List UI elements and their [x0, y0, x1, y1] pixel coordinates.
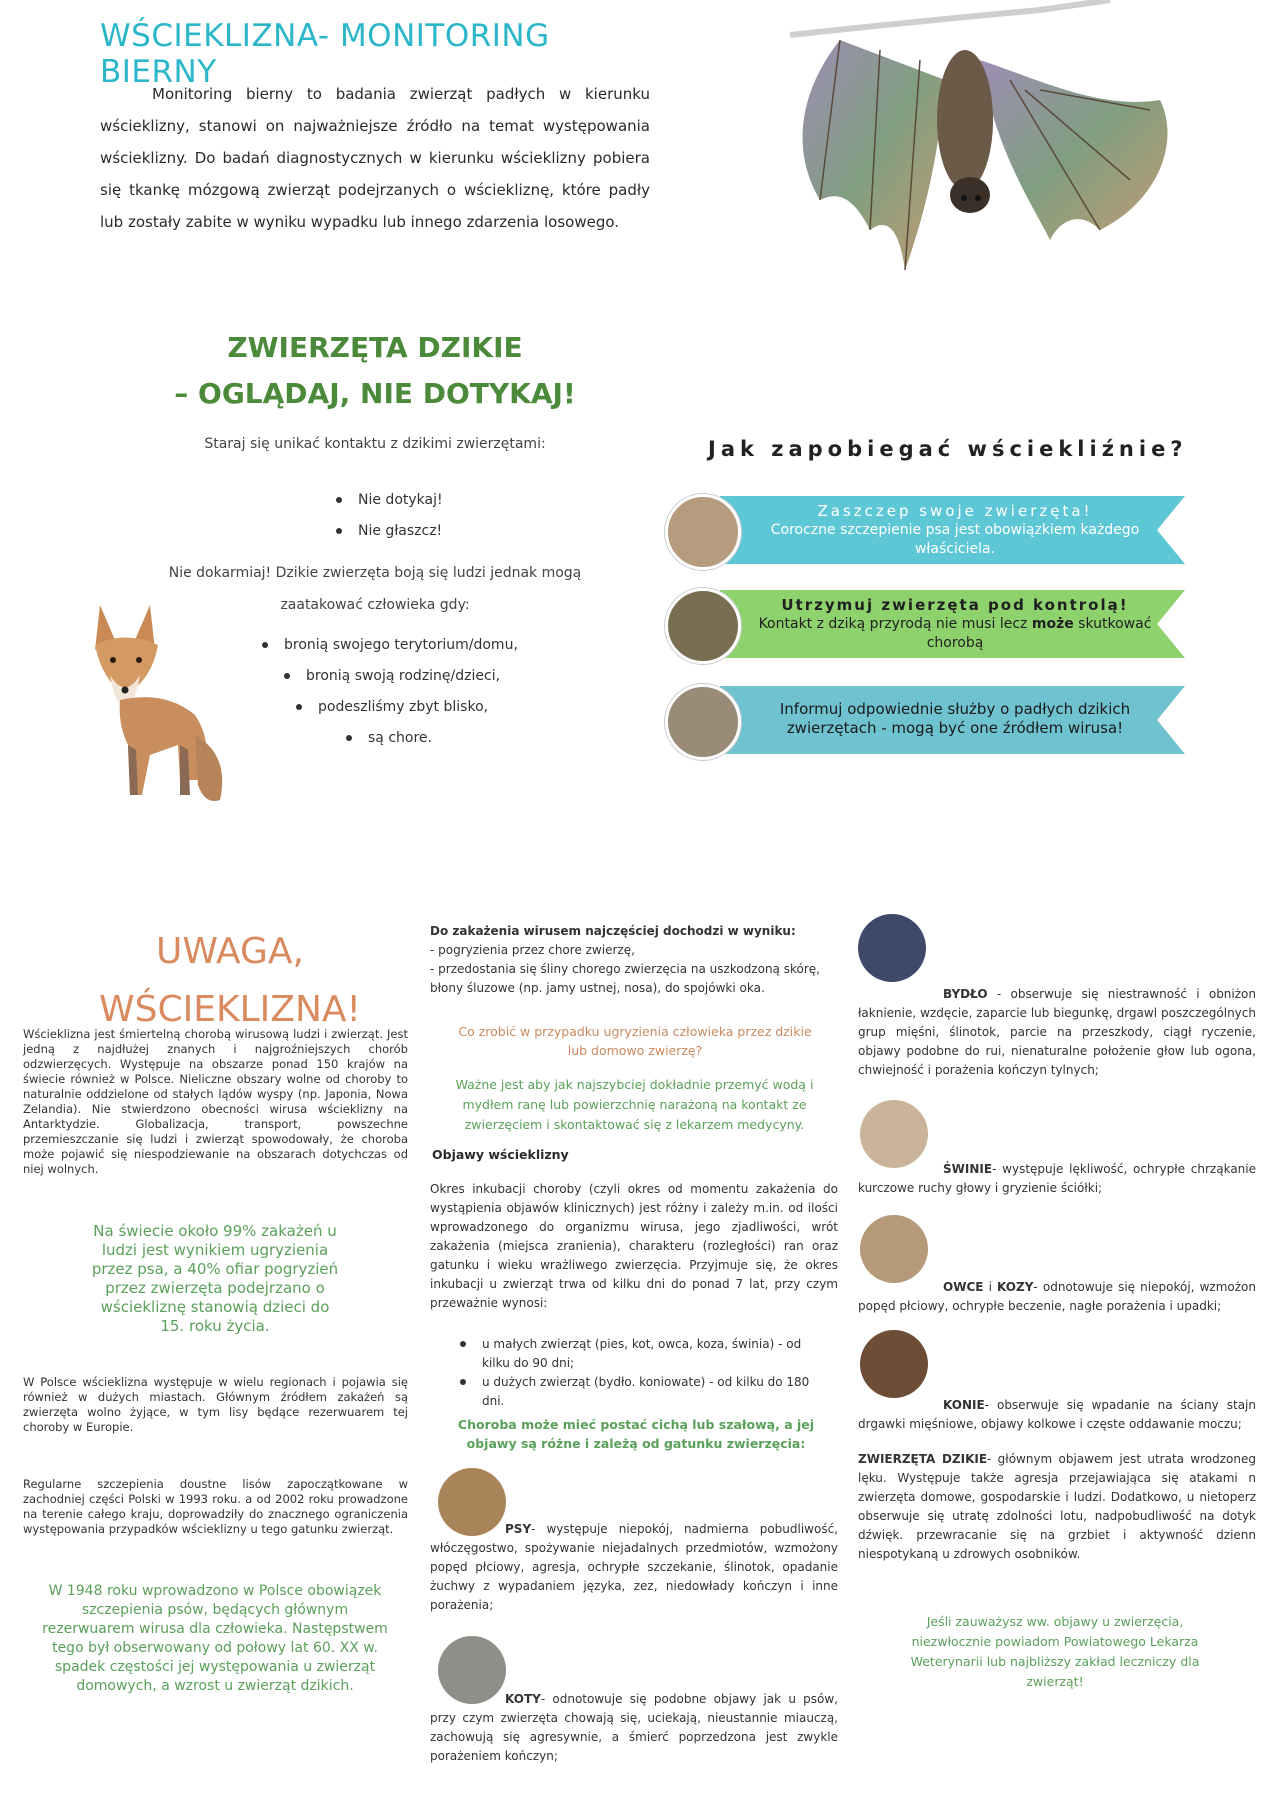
sheep-photo [860, 1215, 928, 1283]
sheep-goat-symptoms: OWCE i KOZY- odnotowuje się niepokój, wzmożon popęd płciowy, ochrypłe beczenie, nagłe porażenia i upadki; [858, 1280, 1256, 1313]
infection-causes-heading: Do zakażenia wirusem najczęściej dochodzi w wyniku: [430, 924, 796, 938]
cattle-symptoms: BYDŁO - obserwuje się niestrawność i obniżon łaknienie, wzdęcie, zaparcie lub biegunkę, drgawl poszczególnych grup mięśni, ślinotok, parcie na przeszkody, ciągł ryczenie, objawy podobne do rui, nienaturalne położenie głow lub ogona, chwiejność i porażenia kończyn tylnych; [858, 987, 1256, 1077]
disease-form-note: Choroba może mieć postać cichą lub szałową, a jej objawy są różne i zależą od gatunku zwierzęcia: [457, 1417, 815, 1451]
bullet-icon [296, 704, 302, 710]
dog-symptoms: PSY- występuje niepokój, nadmierna pobudliwość, włóczęgostwo, spożywanie niejadalnych przedmiotów, wzmożony popęd płciowy, agresja, ochrypłe szczekanie, ślinotok, opadanie żuchwy z wypadaniem języka, zez, niedowłady kończyn i inne porażenia; [430, 1522, 838, 1612]
poland-rabies-paragraph: W Polsce wścieklizna występuje w wielu regionach i pojawia się również w dużych miastach. Głównym źródłem zakażeń są zwierzęta wolno żyjące, w tym lisy będące rezerwuarem tej choroby w Europie. [23, 1375, 408, 1434]
report-banner [665, 686, 1185, 754]
dog-cat-photo [665, 494, 741, 570]
cat-grass-photo [665, 588, 741, 664]
warning-title [80, 923, 380, 1039]
bullet-icon [262, 642, 268, 648]
incubation-list [460, 1335, 820, 1411]
list-item: Nie głaszcz! [336, 516, 443, 547]
list-item: bronią swojego terytorium/domu, [262, 630, 518, 661]
list-item: u dużych zwierząt (bydło. koniowate) - od kilku do 180 dni. [460, 1373, 820, 1411]
bullet-icon [460, 1341, 466, 1347]
report-notice: Jeśli zauważysz ww. objawy u zwierzęcia, niezwłocznie powiadom Powiatowego Lekarza Weterynarii lub najbliższy zakład leczniczy dla zwierząt! [910, 1614, 1200, 1689]
warning-title-line1: UWAGA, [156, 931, 304, 972]
incubation-paragraph: Okres inkubacji choroby (czyli okres od momentu zakażenia do wystąpienia objawów klinicznych) jest różny i zależy m.in. od ilości wprowadzonego do organizmu wirusa, jego zjadliwości, wrót zakażenia (miejsca zranienia), charakteru (rozległości) ran oraz gatunku i wieku wrażliwego zwierzęcia. Przyjmuje się, że okres inkubacji u zwierząt trwa od kilku dni do ponad 7 lat, przy czym przeważnie wynosi: [430, 1182, 838, 1310]
wild-animals-photo [665, 684, 741, 760]
intro-paragraph: Monitoring bierny to badania zwierząt padłych w kierunku wścieklizny, stanowi on najważniejsze źródło na temat występowania wścieklizny. Do badań diagnostycznych w kierunku wścieklizny pobiera się tkankę mózgową zwierząt podejrzanych o wściekliznę, które padły lub zostały zabite w wyniku wypadku lub innego zdarzenia losowego. [100, 85, 650, 231]
dog-bite-stat-quote: Na świecie około 99% zakażeń u ludzi jest wynikiem ugryzienia przez psa, a 40% ofiar pogryzień przez zwierzęta podejrzano o wściekliznę stanowią dzieci do 15. roku życia. [91, 1222, 339, 1335]
vaccinate-title: Zaszczep swoje zwierzęta! [817, 502, 1093, 520]
warning-title-line2: WŚCIEKLIZNA! [99, 989, 361, 1030]
bullet-icon [336, 528, 342, 534]
fox-vaccination-paragraph: Regularne szczepienia doustne lisów zapoczątkowane w zachodniej części Polski w 1993 roku. a od 2002 roku prowadzone na terenie całego kraju, doprowadziły do znacznego ograniczenia występowania przypadków wścieklizny u tego gatunku zwierząt. [23, 1477, 408, 1536]
list-item: podeszliśmy zbyt blisko, [262, 692, 518, 723]
list-item: - przedostania się śliny chorego zwierzęcia na uszkodzoną skórę, błony śluzowe (np. jamy ustnej, nosa), do spojówki oka. [430, 962, 820, 995]
bite-question: Co zrobić w przypadku ugryzienia człowieka przez dzikie lub domowo zwierzę? [458, 1024, 812, 1058]
list-item: Nie dotykaj! [336, 485, 443, 516]
list-item: u małych zwierząt (pies, kot, owca, koza, świnia) - od kilku do 90 dni; [460, 1335, 820, 1373]
bullet-icon [336, 497, 342, 503]
report-text: Informuj odpowiednie służby o padłych dzikich zwierzętach - mogą być one źródłem wirusa! [779, 700, 1131, 737]
fox-illustration [80, 595, 230, 810]
cattle-photo [858, 914, 926, 982]
list-item: bronią swoją rodzinę/dzieci, [262, 661, 518, 692]
list-item: są chore. [262, 723, 518, 754]
wild-lead-text: Staraj się unikać kontaktu z dzikimi zwierzętami: [204, 436, 546, 452]
control-text: Kontakt z dziką przyrodą nie musi lecz może skutkować chorobą [758, 616, 1152, 651]
bite-answer: Ważne jest aby jak najszybciej dokładnie przemyć wodą i mydłem ranę lub powierzchnię narażoną na kontakt ze zwierzęciem i skontaktować się z lekarzem medycyny. [455, 1077, 814, 1132]
avoid-list [336, 485, 443, 547]
bullet-icon [346, 735, 352, 741]
list-item: - pogryzienia przez chore zwierzę, [430, 943, 635, 957]
pig-photo [860, 1100, 928, 1168]
wild-title-line2: – OGLĄDAJ, NIE DOTYKAJ! [174, 377, 576, 410]
do-not-feed-text: Nie dokarmiaj! Dzikie zwierzęta boją się ludzi jednak mogą zaatakować człowieka gdy: [168, 565, 582, 613]
horse-photo [860, 1330, 928, 1398]
pig-symptoms: ŚWINIE- występuje lękliwość, ochrypłe chrząkanie kurczowe ruchy głowy i gryzienie ściółki; [858, 1162, 1256, 1195]
attack-reasons-list [262, 630, 518, 754]
bat-illustration [780, 0, 1230, 300]
vaccinate-banner [665, 496, 1185, 564]
infection-causes [430, 922, 838, 998]
control-banner [665, 590, 1185, 658]
wild-title-line1: ZWIERZĘTA DZIKIE [227, 331, 523, 364]
vaccinate-text: Coroczne szczepienie psa jest obowiązkiem każdego właściciela. [770, 522, 1140, 557]
symptoms-heading: Objawy wścieklizny [432, 1147, 569, 1162]
dog-vaccination-history-quote: W 1948 roku wprowadzono w Polsce obowiązek szczepienia psów, będących głównym rezerwuarem wirusa dla człowieka. Następstwem tego był obserwowany od połowy lat 60. XX w. spadek częstości jej występowania u zwierząt domowych, a wzrost u zwierząt dzikich. [42, 1583, 388, 1694]
control-title: Utrzymuj zwierzęta pod kontrolą! [781, 596, 1129, 614]
prevention-title: Jak zapobiegać wściekliźnie? [708, 437, 1188, 461]
bullet-icon [460, 1379, 466, 1385]
bullet-icon [284, 673, 290, 679]
page-title: WŚCIEKLIZNA- MONITORING BIERNY [100, 18, 550, 90]
wild-animals-title [150, 325, 600, 417]
cat-symptoms: KOTY- odnotowuje się podobne objawy jak u psów, przy czym zwierzęta chowają się, uciekają, nieustannie miauczą, zachowują się agresywnie, a śmierć poprzedzona jest zwykle porażeniem kończyn; [430, 1692, 838, 1763]
horse-symptoms: KONIE- obserwuje się wpadanie na ściany stajn drgawki mięśniowe, objawy kolkowe i częste oddawanie moczu; [858, 1398, 1256, 1431]
rabies-intro-paragraph: Wścieklizna jest śmiertelną chorobą wirusową ludzi i zwierząt. Jest jedną z najdłużej znanych i najgroźniejszych chorób odzwierzęcych. Występuje na obszarze ponad 150 krajów na świecie również w Polsce. Nieliczne obszary wolne od choroby to naturalnie oddzielone od stałych lądów wyspy (np. Japonia, Nowa Zelandia). Nie stwierdzono obecności wirusa wścieklizny na Antarktydzie. Globalizacja, transport, powszechne przemieszczanie się ludzi i zwierząt spowodowały, że choroba może pojawić się niespodziewanie na obszarach dotychczas od niej wolnych. [23, 1027, 408, 1176]
wild-animal-symptoms: ZWIERZĘTA DZIKIE- głównym objawem jest utrata wrodzoneg lęku. Występuje także agresja przejawiająca się atakami n zwierzęta domowe, gospodarskie i ludzi. Dodatkowo, u nietoperz obserwuje się utratę zdolności lotu, nadpobudliwość na dotyk dźwięk. przewracanie się na grzbiet i aktywność dzienn niespotykaną u zdrowych osobników. [858, 1452, 1256, 1561]
